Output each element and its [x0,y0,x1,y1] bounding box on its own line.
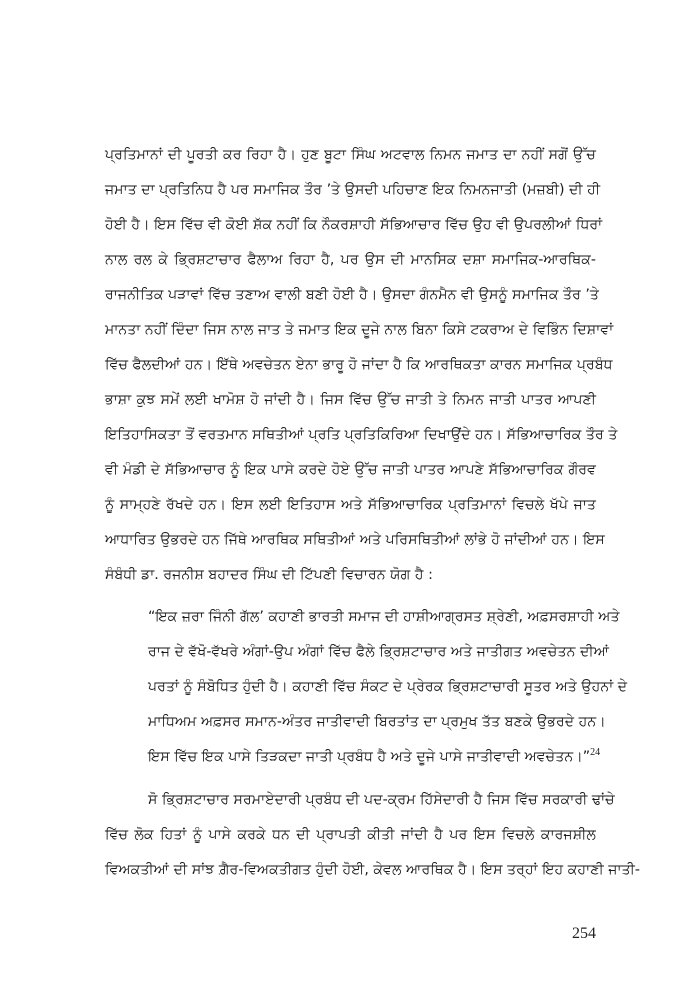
quote-line: ਰਾਜ ਦੇ ਵੱਖੋ-ਵੱਖਰੇ ਅੰਗਾਂ-ਉਪ ਅੰਗਾਂ ਵਿੱਚ ਫੈਲੇ ਭ੍ਰਿਸ਼ਟਾਚਾਰ ਅਤੇ ਜਾਤੀਗਤ ਅਵਚੇਤਨ ਦੀਆਂ [148,644,610,660]
quote-line [148,747,601,767]
quote-line: ਮਾਧਿਅਮ ਅਫ਼ਸਰ ਸਮਾਨ-ਅੰਤਰ ਜਾਤੀਵਾਦੀ ਬਿਰਤਾਂਤ ਦਾ ਪ੍ਰਮੁਖ ਤੱਤ ਬਣਕੇ ਉਭਰਦੇ ਹਨ। [148,714,606,730]
text-line: ਵੀ ਮੰਡੀ ਦੇ ਸੱਭਿਆਚਾਰ ਨੂੰ ਇਕ ਪਾਸੇ ਕਰਦੇ ਹੋਏ ਉੱਚ ਜਾਤੀ ਪਾਤਰ ਆਪਣੇ ਸੱਭਿਆਚਾਰਿਕ ਗੌਰਵ [105,462,596,478]
footnote-reference[interactable]: 24 [590,747,601,758]
text-line: ਰਾਜਨੀਤਿਕ ਪੜਾਵਾਂ ਵਿੱਚ ਤਣਾਅ ਵਾਲੀ ਬਣੀ ਹੋਈ ਹੈ। ਉਸਦਾ ਗੰਨਮੈਨ ਵੀ ਉਸਨੂੰ ਸਮਾਜਿਕ ਤੌਰ ’ਤੇ [105,287,599,303]
text-line: ਹੋਈ ਹੈ। ਇਸ ਵਿੱਚ ਵੀ ਕੋਈ ਸ਼ੱਕ ਨਹੀਂ ਕਿ ਨੌਕਰਸ਼ਾਹੀ ਸੱਭਿਆਚਾਰ ਵਿੱਚ ਉਹ ਵੀ ਉਪਰਲੀਆਂ ਧਿਰਾਂ [105,217,603,233]
quote-line: ਪਰਤਾਂ ਨੂੰ ਸੰਬੋਧਿਤ ਹੁੰਦੀ ਹੈ। ਕਹਾਣੀ ਵਿੱਚ ਸੰਕਟ ਦੇ ਪ੍ਰੇਰਕ ਭ੍ਰਿਸ਼ਟਾਚਾਰੀ ਸੂਤਰ ਅਤੇ ਉਹਨਾਂ ਦੇ [148,679,628,695]
text-line: ਜਮਾਤ ਦਾ ਪ੍ਰਤਿਨਿਧ ਹੈ ਪਰ ਸਮਾਜਿਕ ਤੌਰ ’ਤੇ ਉਸਦੀ ਪਹਿਚਾਣ ਇਕ ਨਿਮਨਜਾਤੀ (ਮਜ਼ਬੀ) ਦੀ ਹੀ [105,182,601,198]
text-line: ਸੰਬੰਧੀ ਡਾ. ਰਜਨੀਸ਼ ਬਹਾਦਰ ਸਿੰਘ ਦੀ ਟਿੱਪਣੀ ਵਿਚਾਰਨ ਯੋਗ ਹੈ : [105,567,433,583]
text-line: ਵਿਅਕਤੀਆਂ ਦੀ ਸਾਂਝ ਗ਼ੈਰ-ਵਿਅਕਤੀਗਤ ਹੁੰਦੀ ਹੋਈ, ਕੇਵਲ ਆਰਥਿਕ ਹੈ। ਇਸ ਤਰ੍ਹਾਂ ਇਹ ਕਹਾਣੀ ਜਾਤੀ- [105,862,641,878]
text-line: ਸੋ ਭ੍ਰਿਸ਼ਟਾਚਾਰ ਸਰਮਾਏਦਾਰੀ ਪ੍ਰਬੰਧ ਦੀ ਪਦ-ਕ੍ਰਮ ਹਿੱਸੇਦਾਰੀ ਹੈ ਜਿਸ ਵਿੱਚ ਸਰਕਾਰੀ ਢਾਂਚੇ [148,792,615,808]
text-line: ਮਾਨਤਾ ਨਹੀਂ ਦਿੰਦਾ ਜਿਸ ਨਾਲ ਜਾਤ ਤੇ ਜਮਾਤ ਇਕ ਦੂਜੇ ਨਾਲ ਬਿਨਾ ਕਿਸੇ ਟਕਰਾਅ ਦੇ ਵਿਭਿੰਨ ਦਿਸ਼ਾਵਾਂ [105,322,614,338]
text-line: ਨਾਲ ਰਲ ਕੇ ਭ੍ਰਿਸ਼ਟਾਚਾਰ ਫੈਲਾਅ ਰਿਹਾ ਹੈ, ਪਰ ਉਸ ਦੀ ਮਾਨਸਿਕ ਦਸ਼ਾ ਸਮਾਜਿਕ-ਆਰਥਿਕ- [105,252,596,268]
text-line: ਪ੍ਰਤਿਮਾਨਾਂ ਦੀ ਪੂਰਤੀ ਕਰ ਰਿਹਾ ਹੈ। ਹੁਣ ਬੂਟਾ ਸਿੰਘ ਅਟਵਾਲ ਨਿਮਨ ਜਮਾਤ ਦਾ ਨਹੀਂ ਸਗੋਂ ਉੱਚ [105,147,596,163]
text-line: ਨੂੰ ਸਾਮ੍ਹਣੇ ਰੱਖਦੇ ਹਨ। ਇਸ ਲਈ ਇਤਿਹਾਸ ਅਤੇ ਸੱਭਿਆਚਾਰਿਕ ਪ੍ਰਤਿਮਾਨਾਂ ਵਿਚਲੇ ਖੱਪੇ ਜਾਤ [105,497,596,513]
quote-text: ਇਸ ਵਿੱਚ ਇਕ ਪਾਸੇ ਤਿੜਕਦਾ ਜਾਤੀ ਪ੍ਰਬੰਧ ਹੈ ਅਤੇ ਦੂਜੇ ਪਾਸੇ ਜਾਤੀਵਾਦੀ ਅਵਚੇਤਨ।” [148,749,591,765]
quote-line: “ਇਕ ਜ਼ਰਾ ਜਿੰਨੀ ਗੱਲ’ ਕਹਾਣੀ ਭਾਰਤੀ ਸਮਾਜ ਦੀ ਹਾਸ਼ੀਆਗ੍ਰਸਤ ਸ਼੍ਰੇਣੀ, ਅਫ਼ਸਰਸ਼ਾਹੀ ਅਤੇ [148,609,620,625]
text-line: ਵਿੱਚ ਲੋਕ ਹਿਤਾਂ ਨੂੰ ਪਾਸੇ ਕਰਕੇ ਧਨ ਦੀ ਪ੍ਰਾਪਤੀ ਕੀਤੀ ਜਾਂਦੀ ਹੈ ਪਰ ਇਸ ਵਿਚਲੇ ਕਾਰਜਸ਼ੀਲ [105,827,596,843]
text-line: ਭਾਸ਼ਾ ਕੁਝ ਸਮੇਂ ਲਈ ਖਾਮੋਸ਼ ਹੋ ਜਾਂਦੀ ਹੈ। ਜਿਸ ਵਿੱਚ ਉੱਚ ਜਾਤੀ ਤੇ ਨਿਮਨ ਜਾਤੀ ਪਾਤਰ ਆਪਣੀ [105,392,596,408]
page-number: 254 [572,925,596,942]
text-line: ਇਤਿਹਾਸਿਕਤਾ ਤੋਂ ਵਰਤਮਾਨ ਸਥਿਤੀਆਂ ਪ੍ਰਤਿ ਪ੍ਰਤਿਕਿਰਿਆ ਦਿਖਾਉਂਦੇ ਹਨ। ਸੱਭਿਆਚਾਰਿਕ ਤੌਰ ਤੇ [105,427,618,443]
text-line: ਆਧਾਰਿਤ ਉਭਰਦੇ ਹਨ ਜਿੱਥੇ ਆਰਥਿਕ ਸਥਿਤੀਆਂ ਅਤੇ ਪਰਿਸਥਿਤੀਆਂ ਲਾਂਭੇ ਹੋ ਜਾਂਦੀਆਂ ਹਨ। ਇਸ [105,532,605,548]
text-line: ਵਿੱਚ ਫੈਲਦੀਆਂ ਹਨ। ਇੱਥੇ ਅਵਚੇਤਨ ਏਨਾ ਭਾਰੂ ਹੋ ਜਾਂਦਾ ਹੈ ਕਿ ਆਰਥਿਕਤਾ ਕਾਰਨ ਸਮਾਜਿਕ ਪ੍ਰਬੰਧ [105,357,613,373]
